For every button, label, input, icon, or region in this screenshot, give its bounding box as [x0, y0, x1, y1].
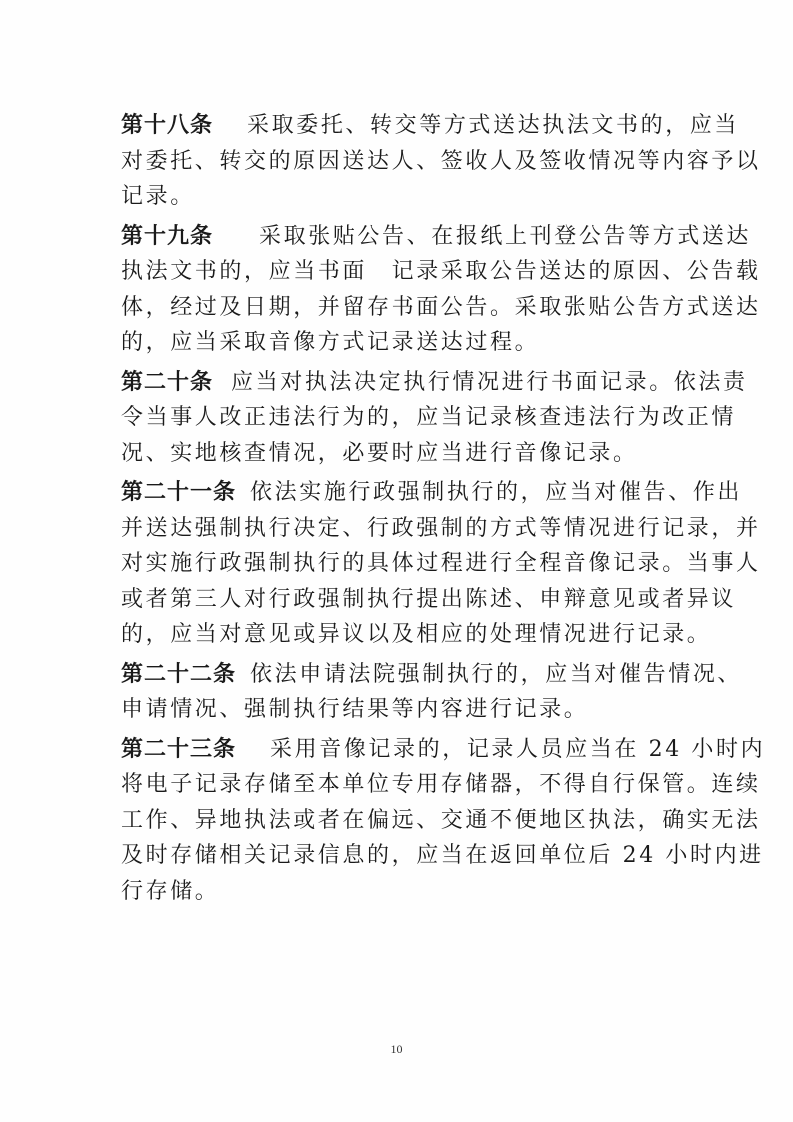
- article-heading: 第二十三条: [121, 736, 237, 762]
- article-text: 记录。: [121, 184, 195, 209]
- article-heading: 第十九条: [121, 223, 214, 249]
- article-text: 及时存储相关记录信息的，应当在返回单位后 24 小时内进: [121, 843, 764, 868]
- article-23: [121, 732, 766, 910]
- article-text: 令当事人改正违法行为的，应当记录核查违法行为改正情: [121, 405, 737, 430]
- article-text: 对委托、转交的原因送达人、签收人及签收情况等内容予以: [121, 148, 761, 174]
- article-text: 采取张贴公告、在报纸上刊登公告等方式送达: [259, 223, 752, 249]
- article-text: 将电子记录存储至本单位专用存储器，不得自行保管。连续: [121, 772, 761, 797]
- article-heading: 第二十条: [121, 369, 214, 395]
- article-text: 对实施行政强制执行的具体过程进行全程音像记录。当事人: [121, 551, 761, 576]
- article-first-line: [121, 108, 740, 144]
- article-text: 的，应当对意见或异议以及相应的处理情况进行记录。: [121, 622, 712, 647]
- article-text: 况、实地核查情况，必要时应当进行音像记录。: [121, 440, 638, 466]
- article-text: 工作、异地执法或者在偏远、交通不便地区执法，确实无法: [121, 807, 761, 833]
- article-text: 应当对执法决定执行情况进行书面记录。依法责: [231, 369, 748, 395]
- article-22: [121, 657, 743, 728]
- article-first-line: [121, 657, 743, 693]
- article-text: 或者第三人对行政强制执行提出陈述、申辩意见或者异议: [121, 586, 737, 612]
- article-text: 采用音像记录的，记录人员应当在 24 小时内: [270, 736, 766, 762]
- article-text: 采取委托、转交等方式送达执法文书的，应当: [247, 113, 740, 138]
- article-19: [121, 219, 761, 361]
- article-text: 执法文书的，应当书面 记录采取公告送达的原因、公告载: [121, 259, 761, 284]
- article-text: 体，经过及日期，并留存书面公告。采取张贴公告方式送达: [121, 294, 761, 320]
- article-18: [121, 108, 761, 215]
- article-heading: 第二十一条: [121, 480, 237, 505]
- article-heading: 第十八条: [121, 113, 214, 138]
- article-20: [121, 365, 748, 472]
- article-first-line: [121, 219, 752, 255]
- article-21: [121, 475, 761, 653]
- article-text: 行存储。: [121, 878, 220, 904]
- article-first-line: [121, 732, 766, 768]
- article-text: 依法实施行政强制执行的，应当对催告、作出: [250, 480, 743, 505]
- article-first-line: [121, 365, 748, 401]
- article-first-line: [121, 475, 743, 511]
- article-heading: 第二十二条: [121, 661, 237, 687]
- article-text: 申请情况、强制执行结果等内容进行记录。: [121, 697, 589, 722]
- page-number: 10: [390, 1042, 403, 1056]
- article-text: 依法申请法院强制执行的，应当对催告情况、: [250, 661, 743, 687]
- article-text: 的，应当采取音像方式记录送达过程。: [121, 330, 540, 355]
- article-text: 并送达强制执行决定、行政强制的方式等情况进行记录，并: [121, 515, 761, 541]
